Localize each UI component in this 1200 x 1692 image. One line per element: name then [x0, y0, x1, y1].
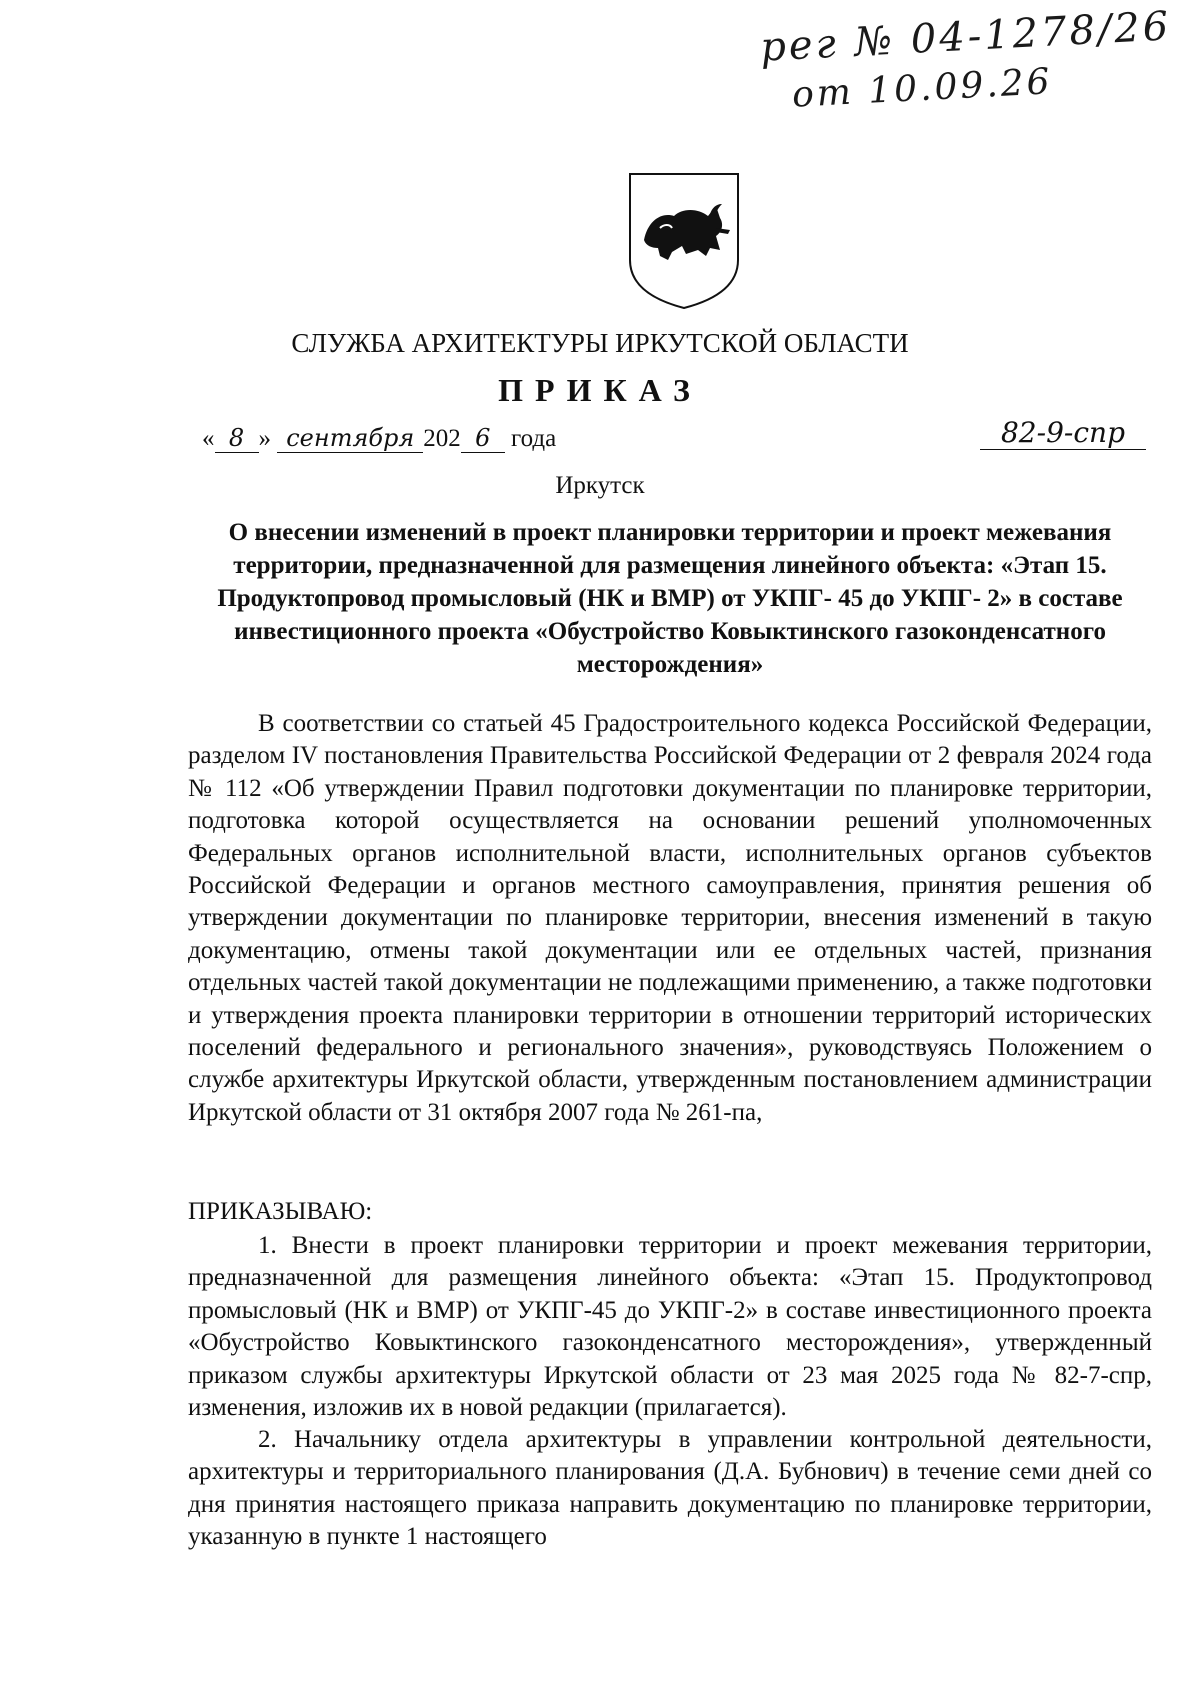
order-number: 82-9-спр: [980, 416, 1146, 450]
registration-number-handwritten: рег № 04-1278/26: [759, 3, 1173, 71]
document-type: ПРИКАЗ: [498, 372, 702, 408]
date-open-quote: «: [202, 425, 215, 452]
registration-date-handwritten: от 10.09.26: [791, 61, 1054, 116]
city: Иркутск: [555, 472, 645, 499]
date-month: сентября: [277, 424, 423, 453]
date-close-quote: »: [258, 425, 271, 452]
date-year-prefix: 202: [423, 425, 461, 452]
order-item-1-text: 1. Внести в проект планировки территории и проект межевания территории, предназначенной для размещения линейного объекта: «Этап 15. Продуктопровод промысловый (НК и ВМР) от УКПГ-45 до УКПГ-2» в составе инвестиционного проекта «Обустройство Ковыктинского газоконденсатного месторождения», утвержденный приказом службы архитектуры Иркутской области от 23 мая 2025 года № 82-7-спр, изменения, изложив их в новой редакции (прилагается).: [188, 1232, 1152, 1422]
order-item-2: [188, 1424, 1152, 1554]
order-word: ПРИКАЗЫВАЮ:: [188, 1198, 373, 1225]
date-day: 8: [215, 424, 259, 453]
preamble-text: В соответствии со статьей 45 Градостроительного кодекса Российской Федерации, разделом IV постановления Правительства Российской Федерации от 2 февраля 2024 года № 112 «Об утверждении Правил подготовки документации по планировке территории, подготовка которой осуществляется на основании решений уполномоченных Федеральных органов исполнительной власти, исполнительных органов субъектов Российской Федерации и органов местного самоуправления, принятия решения об утверждении документации по планировке территории, внесения изменений в такую документацию, отмены такой документации или ее отдельных частей, признания отдельных частей такой документации не подлежащими применению, а также подготовки и утверждения проекта планировки территории в отношении территорий исторических поселений федерального и регионального значения», руководствуясь Положением о службе архитектуры Иркутской области, утвержденным постановлением администрации Иркутской области от 31 октября 2007 года № 261-па,: [188, 710, 1152, 1126]
date-year-digit: 6: [461, 424, 505, 453]
preamble-paragraph: [188, 708, 1152, 1129]
document-title: О внесении изменений в проект планировки территории и проект межевания территории, предназначенной для размещения линейного объекта: «Этап 15. Продуктопровод промысловый (НК и ВМР) от УКПГ- 45 до УКПГ- 2» в составе инвестиционного проекта «Обустройство Ковыктинского газоконденсатного месторождения»: [217, 519, 1123, 678]
order-item-2-text: 2. Начальнику отдела архитектуры в управлении контрольной деятельности, архитектуры и территориального планирования (Д.А. Бубнович) в течение семи дней со дня принятия настоящего приказа направить документацию по планировке территории, указанную в пункте 1 настоящего: [188, 1426, 1152, 1551]
coat-of-arms-icon: [624, 168, 744, 312]
agency-name: СЛУЖБА АРХИТЕКТУРЫ ИРКУТСКОЙ ОБЛАСТИ: [291, 328, 909, 358]
order-item-1: [188, 1230, 1152, 1424]
date-suffix: года: [511, 425, 557, 452]
order-date: [202, 424, 556, 453]
